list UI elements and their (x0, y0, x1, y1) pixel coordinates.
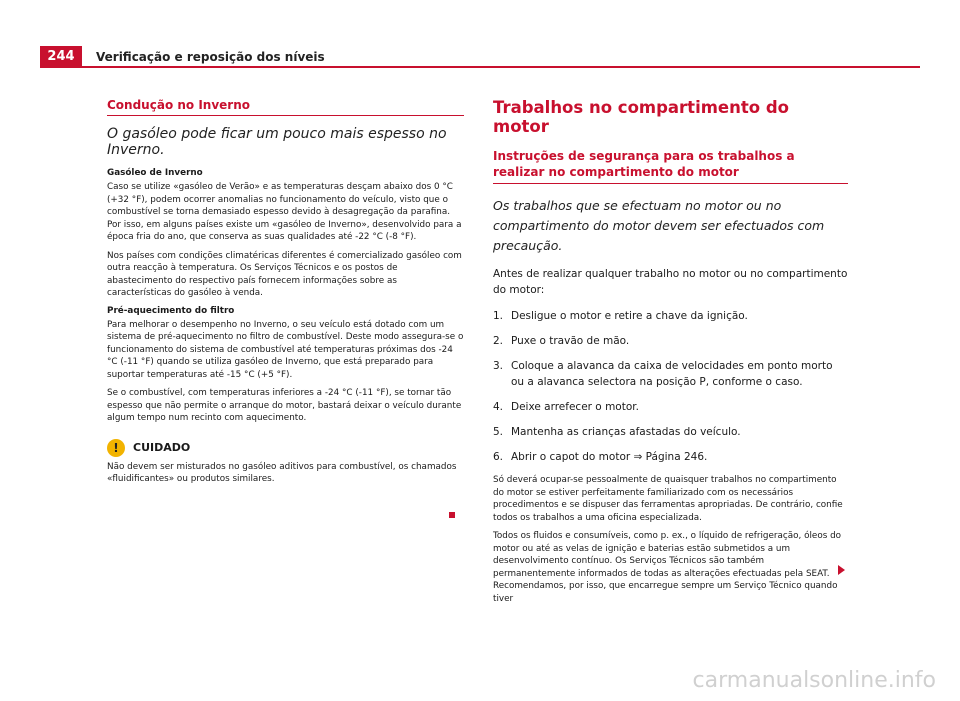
watermark: carmanualsonline.info (692, 668, 936, 693)
list-item: 3. Coloque a alavanca da caixa de velocidades em ponto morto ou a alavanca selectora na posição P, conforme o caso. (493, 360, 833, 388)
preheat-paragraph-1: Para melhorar o desempenho no Inverno, o seu veículo está dotado com um sistema de pré-aquecimento no filtro de combustível. Deste modo assegura-se o funcionamento do sistema de combustível até temperaturas próximas dos -24 °C (-11 °F) quando se utiliza gasóleo de Inverno, que está preparado para suportar temperaturas até -15 °C (+5 °F). (107, 319, 464, 380)
winter-driving-heading: Condução no Inverno (107, 98, 464, 116)
caution-box (107, 439, 464, 486)
safety-intro: Os trabalhos que se efectuam no motor ou no compartimento do motor devem ser efectuados com precaução. (493, 198, 825, 253)
caution-label: CUIDADO (133, 441, 191, 454)
winter-intro: O gasóleo pode ficar um pouco mais espesso no Inverno. (107, 126, 447, 158)
page-number: 244 (40, 46, 82, 68)
winter-diesel-paragraph-2: Nos países com condições climatéricas diferentes é comercializado gasóleo com outra reacção à temperatura. Os Serviços Técnicos e os postos de abastecimento do respectivo país fornecem informações sobre as características do gasóleo à venda. (107, 250, 462, 298)
preheat-paragraph-2: Se o combustível, com temperaturas inferiores a -24 °C (-11 °F), se tornar tão espesso que não permite o arranque do motor, bastará deixar o veículo durante algum tempo num recinto com aquecimento. (107, 388, 462, 423)
running-title: Verificação e reposição dos níveis (96, 50, 325, 64)
list-item: 1. Desligue o motor e retire a chave da ignição. (493, 310, 748, 322)
list-item: 6. Abrir o capot do motor ⇒ Página 246. (493, 451, 708, 463)
section-end-marker-icon (449, 512, 455, 518)
winter-diesel-title: Gasóleo de Inverno (107, 168, 203, 178)
header-rule (82, 66, 920, 68)
continue-arrow-icon (838, 565, 845, 575)
paragraph-fluids: Todos os fluidos e consumíveis, como p. ex., o líquido de refrigeração, óleos do motor ou até as velas de ignição e baterias estão submetidos a um desenvolvimento contínuo. Os Serviços Técnicos são também permanentemente informados de todas as alterações efectuadas pela SEAT. Recomendamos, por isso, que encarregue sempre um Serviço Técnico quando tiver (493, 531, 842, 604)
before-work-text: Antes de realizar qualquer trabalho no motor ou no compartimento do motor: (493, 268, 848, 296)
winter-diesel-paragraph-1: Caso se utilize «gasóleo de Verão» e as temperaturas desçam abaixo dos 0 °C (+32 °F), podem ocorrer anomalias no funcionamento do veículo, visto que o combustível se torna demasiado espesso devido à desagregação da parafina. Por isso, em alguns países existe um «gasóleo de Inverno», desenvolvido para a época fria do ano, que conserva as suas qualidades até -22 °C (-8 °F). (107, 182, 462, 242)
steps-list (493, 308, 848, 465)
list-item: 4. Deixe arrefecer o motor. (493, 401, 639, 413)
left-column (107, 98, 464, 486)
engine-compartment-title: Trabalhos no compartimento do motor (493, 98, 789, 136)
caution-text: Não devem ser misturados no gasóleo aditivos para combustível, os chamados «fluidificantes» ou produtos similares. (107, 461, 457, 484)
safety-instructions-heading: Instruções de segurança para os trabalhos a realizar no compartimento do motor (493, 148, 848, 184)
preheat-title: Pré-aquecimento do filtro (107, 305, 235, 316)
paragraph-expertise: Só deverá ocupar-se pessoalmente de quaisquer trabalhos no compartimento do motor se estiver perfeitamente familiarizado com os necessários procedimentos e se dispuser das ferramentas apropriadas. De contrário, confie todos os trabalhos a uma oficina especializada. (493, 475, 843, 523)
list-item: 2. Puxe o travão de mão. (493, 335, 630, 347)
warning-icon: ! (107, 439, 125, 457)
list-item: 5. Mantenha as crianças afastadas do veículo. (493, 426, 741, 438)
right-column (493, 98, 848, 611)
